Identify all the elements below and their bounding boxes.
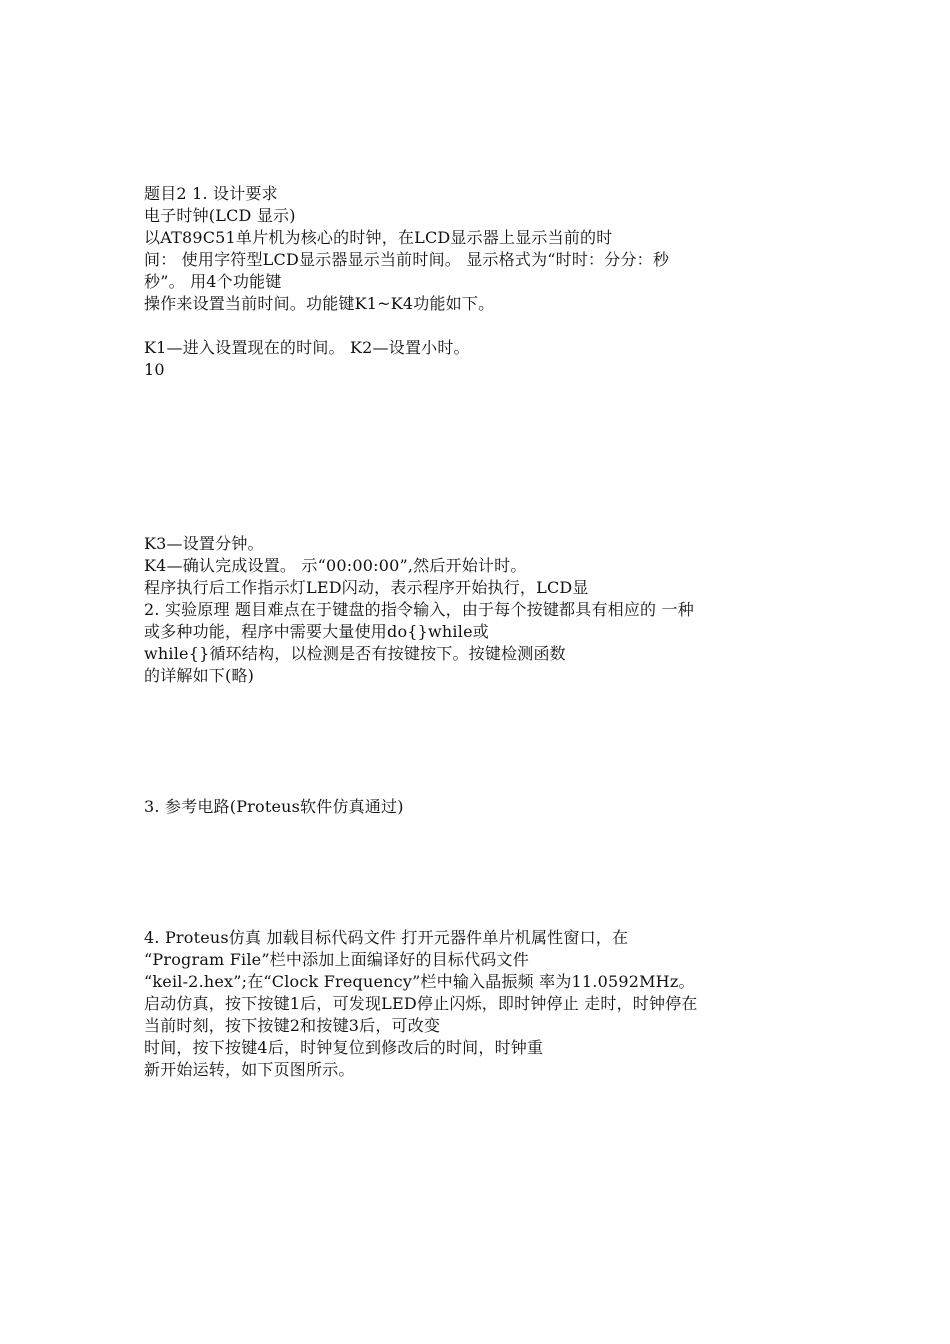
text-line: 2. 实验原理 题目难点在于键盘的指令输入，由于每个按键都具有相应的 一种 [144, 600, 694, 619]
text-line: 时间，按下按键4后，时钟复位到修改后的时间，时钟重 [144, 1038, 544, 1057]
text-line: 秒”。 用4个功能键 [144, 272, 282, 291]
text-line: 电子时钟(LCD 显示) [144, 206, 296, 225]
text-line: 或多种功能，程序中需要大量使用do{}while或 [144, 622, 489, 641]
text-line: 题目2 1. 设计要求 [144, 184, 278, 203]
text-line: 10 [144, 360, 165, 379]
text-line: 操作来设置当前时间。功能键K1~K4功能如下。 [144, 294, 495, 313]
text-line: 的详解如下(略) [144, 666, 255, 685]
text-line: K3—设置分钟。 [144, 534, 264, 553]
text-line: K1—进入设置现在的时间。 K2—设置小时。 [144, 338, 470, 357]
text-line: 4. Proteus仿真 加载目标代码文件 打开元器件单片机属性窗口，在 [144, 928, 629, 947]
text-line: “keil-2.hex”;在“Clock Frequency”栏中输入晶振频 率为11.0592MHz。 [144, 972, 695, 991]
text-line: 程序执行后工作指示灯LED闪动，表示程序开始执行，LCD显 [144, 578, 589, 597]
text-line: “Program File”栏中添加上面编译好的目标代码文件 [144, 950, 529, 969]
text-line: 3. 参考电路(Proteus软件仿真通过) [144, 797, 404, 816]
text-line: 当前时刻，按下按键2和按键3后，可改变 [144, 1016, 441, 1035]
text-line: 间： 使用字符型LCD显示器显示当前时间。 显示格式为“时时：分分：秒 [144, 250, 670, 269]
text-line: K4—确认完成设置。 示“00:00:00”,然后开始计时。 [144, 556, 527, 575]
text-line: while{}循环结构，以检测是否有按键按下。按键检测函数 [144, 644, 566, 663]
text-line: 以AT89C51单片机为核心的时钟，在LCD显示器上显示当前的时 [144, 228, 613, 247]
text-line: 启动仿真，按下按键1后，可发现LED停止闪烁，即时钟停止 走时，时钟停在 [144, 994, 698, 1013]
text-line: 新开始运转，如下页图所示。 [144, 1060, 355, 1079]
